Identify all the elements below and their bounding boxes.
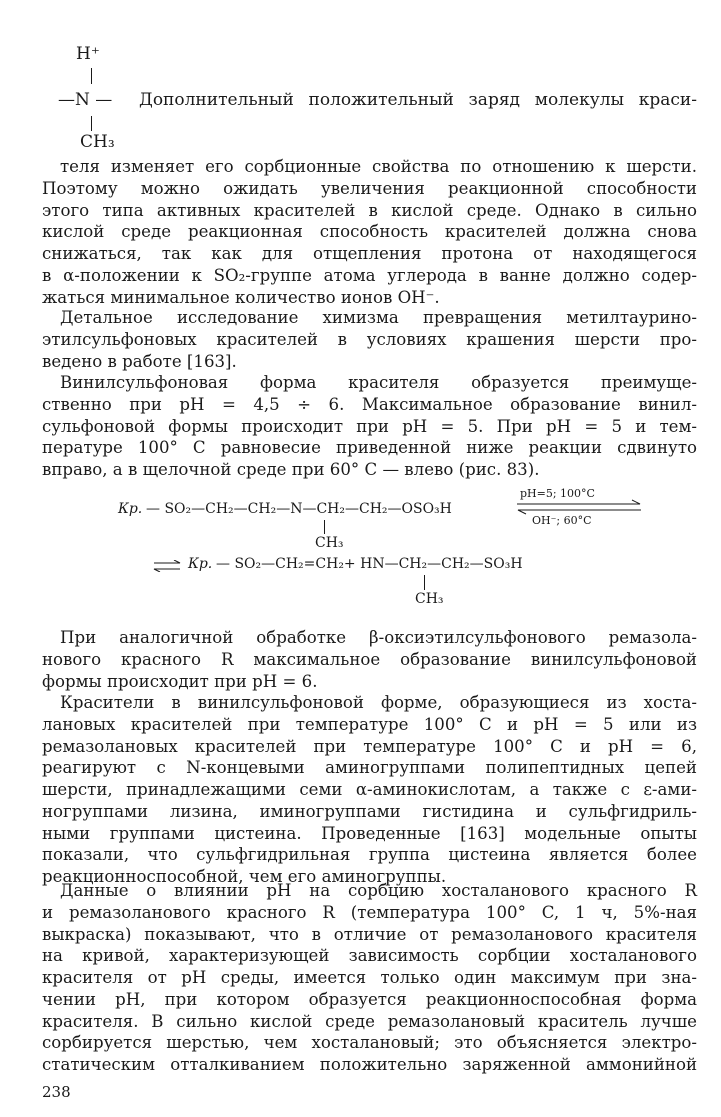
h-plus-label: H⁺ xyxy=(76,44,100,64)
text-line: сорбируется шерстью, чем хосталановый; это объясняется электро- xyxy=(42,1033,697,1053)
text-line: жаться минимальное количество ионов OH⁻. xyxy=(42,287,440,307)
text-line: ственно при pH = 4,5 ÷ 6. Максимальное образование винил- xyxy=(42,395,697,414)
text-line: Данные о влиянии pH на сорбцию хосталанового красного R xyxy=(60,881,697,900)
paragraph-6-cont xyxy=(42,902,697,1076)
text-line: красителя от pH среды, имеется только один максимум при зна- xyxy=(42,968,697,988)
text-line: выкраска) показывают, что в отличие от ремазоланового красителя xyxy=(42,924,697,944)
text-line: Поэтому можно ожидать увеличения реакционной способности xyxy=(42,179,697,198)
text-line: Детальное исследование химизма превращения метилтаурино- xyxy=(60,308,697,327)
methyl-label-reactant: CH₃ xyxy=(315,535,344,551)
text-line: ведено в работе [163]. xyxy=(42,351,237,371)
text-line: реакционноспособной, чем его аминогруппы. xyxy=(42,866,447,886)
text-line: лановых красителей при температуре 100° C и pH = 5 или из xyxy=(42,715,697,734)
text-line: кислой среде реакционная способность красителей должна снова xyxy=(42,222,697,242)
kr-label-product: Кр. xyxy=(188,556,213,572)
paragraph-5-cont xyxy=(42,714,697,888)
arrow-condition-bottom: OH⁻; 60°C xyxy=(532,514,592,527)
kr-label: Кр. xyxy=(118,501,143,517)
text-line: этого типа активных красителей в кислой среде. Однако в сильно xyxy=(42,200,697,220)
paragraph-2 xyxy=(60,307,697,329)
paragraph-3-cont xyxy=(42,394,697,481)
methyl-label-product: CH₃ xyxy=(415,591,444,607)
paragraph-5 xyxy=(60,692,697,714)
paragraph-3 xyxy=(60,372,697,394)
text-line: сульфоновой формы происходит при pH = 5. При pH = 5 и тем- xyxy=(42,416,697,436)
text-line: красителя. В сильно кислой среде ремазолановый краситель лучше xyxy=(42,1011,697,1031)
reaction-product: — SO₂—CH₂=CH₂+ HN—CH₂—CH₂—SO₃H xyxy=(216,556,523,572)
text-line: Винилсульфоновая форма красителя образуется преимуще- xyxy=(60,373,697,392)
reaction-reactant: — SO₂—CH₂—CH₂—N—CH₂—CH₂—OSO₃H xyxy=(146,501,452,517)
nitrogen-group: —N — xyxy=(58,90,113,110)
page-number: 238 xyxy=(42,1083,71,1101)
text-line: Красители в винилсульфоновой форме, образующиеся из хоста- xyxy=(60,693,697,712)
text-line: формы происходит при pH = 6. xyxy=(42,671,318,691)
paragraph-4-cont xyxy=(42,649,697,692)
bond-line-top xyxy=(91,68,92,84)
bond-line-reactant xyxy=(324,520,325,534)
methyl-label: CH₃ xyxy=(80,132,115,152)
paragraph-1 xyxy=(60,156,697,178)
text-line: в α-положении к SO₂-группе атома углерода в ванне должно содер- xyxy=(42,265,697,285)
formula-text-line: Дополнительный положительный заряд молекулы краси- xyxy=(139,90,697,110)
text-line: и ремазоланового красного R (температура 100° C, 1 ч, 5%-ная xyxy=(42,903,697,922)
bond-line-bottom xyxy=(91,116,92,131)
text-line: теля изменяет его сорбционные свойства по отношению к шерсти. xyxy=(60,157,697,176)
text-line: статическим отталкиванием положительно заряженной аммонийной xyxy=(42,1054,697,1074)
text-line: ногруппами лизина, иминогруппами гистидина и сульфгидриль- xyxy=(42,801,697,821)
arrow-condition-top: pH=5; 100°C xyxy=(520,487,595,500)
text-line: ными группами цистеина. Проведенные [163] модельные опыты xyxy=(42,823,697,843)
paragraph-2-cont xyxy=(42,329,697,372)
text-line: При аналогичной обработке β-оксиэтилсульфонового ремазола- xyxy=(60,628,697,647)
text-line: ремазолановых красителей при температуре 100° C и pH = 6, xyxy=(42,736,697,756)
text-line: нового красного R максимальное образование винилсульфоновой xyxy=(42,650,697,669)
text-line: реагируют с N-концевыми аминогруппами полипептидных цепей xyxy=(42,758,697,778)
equilibrium-arrow-icon xyxy=(515,499,643,515)
text-line: пературе 100° C равновесие приведенной ниже реакции сдвинуто xyxy=(42,438,697,458)
equilibrium-arrow-small-icon xyxy=(152,560,182,572)
text-line: показали, что сульфгидрильная группа цистеина является более xyxy=(42,845,697,865)
text-line: вправо, а в щелочной среде при 60° C — влево (рис. 83). xyxy=(42,460,540,480)
text-line: шерсти, принадлежащими семи α-аминокислотам, а также с ε-ами- xyxy=(42,780,697,800)
text-line: этилсульфоновых красителей в условиях крашения шерсти про- xyxy=(42,330,697,349)
bond-line-product xyxy=(424,575,425,590)
text-line: чении pH, при котором образуется реакционноспособная форма xyxy=(42,989,697,1009)
text-line: на кривой, характеризующей зависимость сорбции хосталанового xyxy=(42,946,697,966)
paragraph-4 xyxy=(60,627,697,649)
text-line: снижаться, так как для отщепления протона от находящегося xyxy=(42,244,697,264)
paragraph-6 xyxy=(60,880,697,902)
paragraph-1-cont xyxy=(42,178,697,308)
